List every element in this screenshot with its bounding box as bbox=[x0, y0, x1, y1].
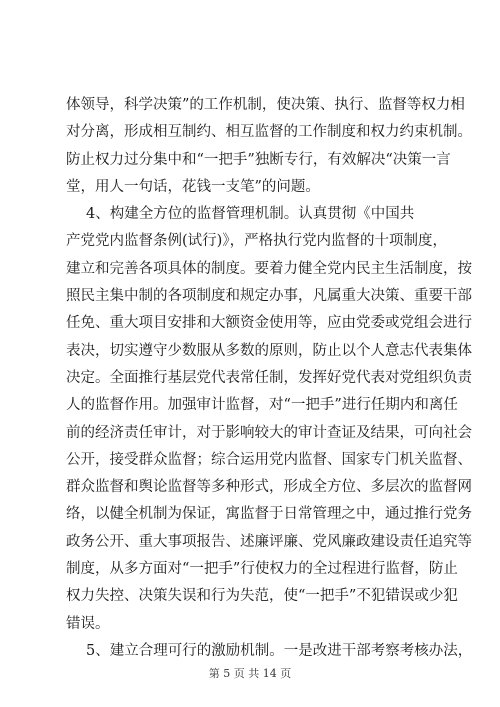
paragraph-4-heading-line: 4、构建全方位的监督管理机制。认真贯彻《中国共 bbox=[86, 206, 415, 223]
text-line: 错误。 bbox=[66, 615, 110, 632]
text-line: 对分离，形成相互制约、相互监督的工作制度和权力约束机制。 bbox=[66, 124, 472, 141]
text-line: 照民主集中制的各项制度和规定办事，凡属重大决策、重要干部 bbox=[66, 288, 472, 305]
text-line: 群众监督和舆论监督等多种形式，形成全方位、多层次的监督网 bbox=[66, 479, 472, 496]
text-line: 前的经济责任审计，对于影响较大的审计查证及结果，可向社会 bbox=[66, 424, 472, 441]
text-line: 决定。全面推行基层党代表常任制，发挥好党代表对党组织负责 bbox=[66, 369, 472, 386]
document-body bbox=[66, 92, 473, 665]
text-line: 防止权力过分集中和“一把手”独断专行，有效解决“决策一言 bbox=[66, 151, 451, 168]
page-footer bbox=[0, 665, 500, 681]
text-line: 堂，用人一句话，花钱一支笔”的问题。 bbox=[66, 178, 320, 195]
text-line: 产党党内监督条例(试行)》，严格执行党内监督的十项制度， bbox=[66, 233, 448, 250]
paragraph-5-heading-line: 5、建立合理可行的激励机制。一是改进干部考察考核办法， bbox=[86, 642, 473, 659]
text-line: 制度，从多方面对“一把手”行使权力的全过程进行监督，防止 bbox=[66, 561, 458, 578]
text-line: 表决，切实遵守少数服从多数的原则，防止以个人意志代表集体 bbox=[66, 342, 472, 359]
text-line: 人的监督作用。加强审计监督，对“一把手”进行任期内和离任 bbox=[66, 397, 458, 414]
page-number-label: 第 5 页 共 14 页 bbox=[208, 667, 292, 680]
text-line: 任免、重大项目安排和大额资金使用等，应由党委或党组会进行 bbox=[66, 315, 472, 332]
text-line: 权力失控、决策失误和行为失范，使“一把手”不犯错误或少犯 bbox=[66, 588, 458, 605]
text-line: 体领导，科学决策”的工作机制，使决策、执行、监督等权力相 bbox=[66, 97, 465, 113]
text-line: 建立和完善各项具体的制度。要着力健全党内民主生活制度，按 bbox=[66, 260, 472, 277]
text-line: 公开，接受群众监督；综合运用党内监督、国家专门机关监督、 bbox=[66, 451, 472, 468]
text-line: 络，以健全机制为保证，寓监督于日常管理之中，通过推行党务 bbox=[66, 506, 472, 523]
text-line: 政务公开、重大事项报告、述廉评廉、党风廉政建设责任追究等 bbox=[66, 533, 472, 550]
